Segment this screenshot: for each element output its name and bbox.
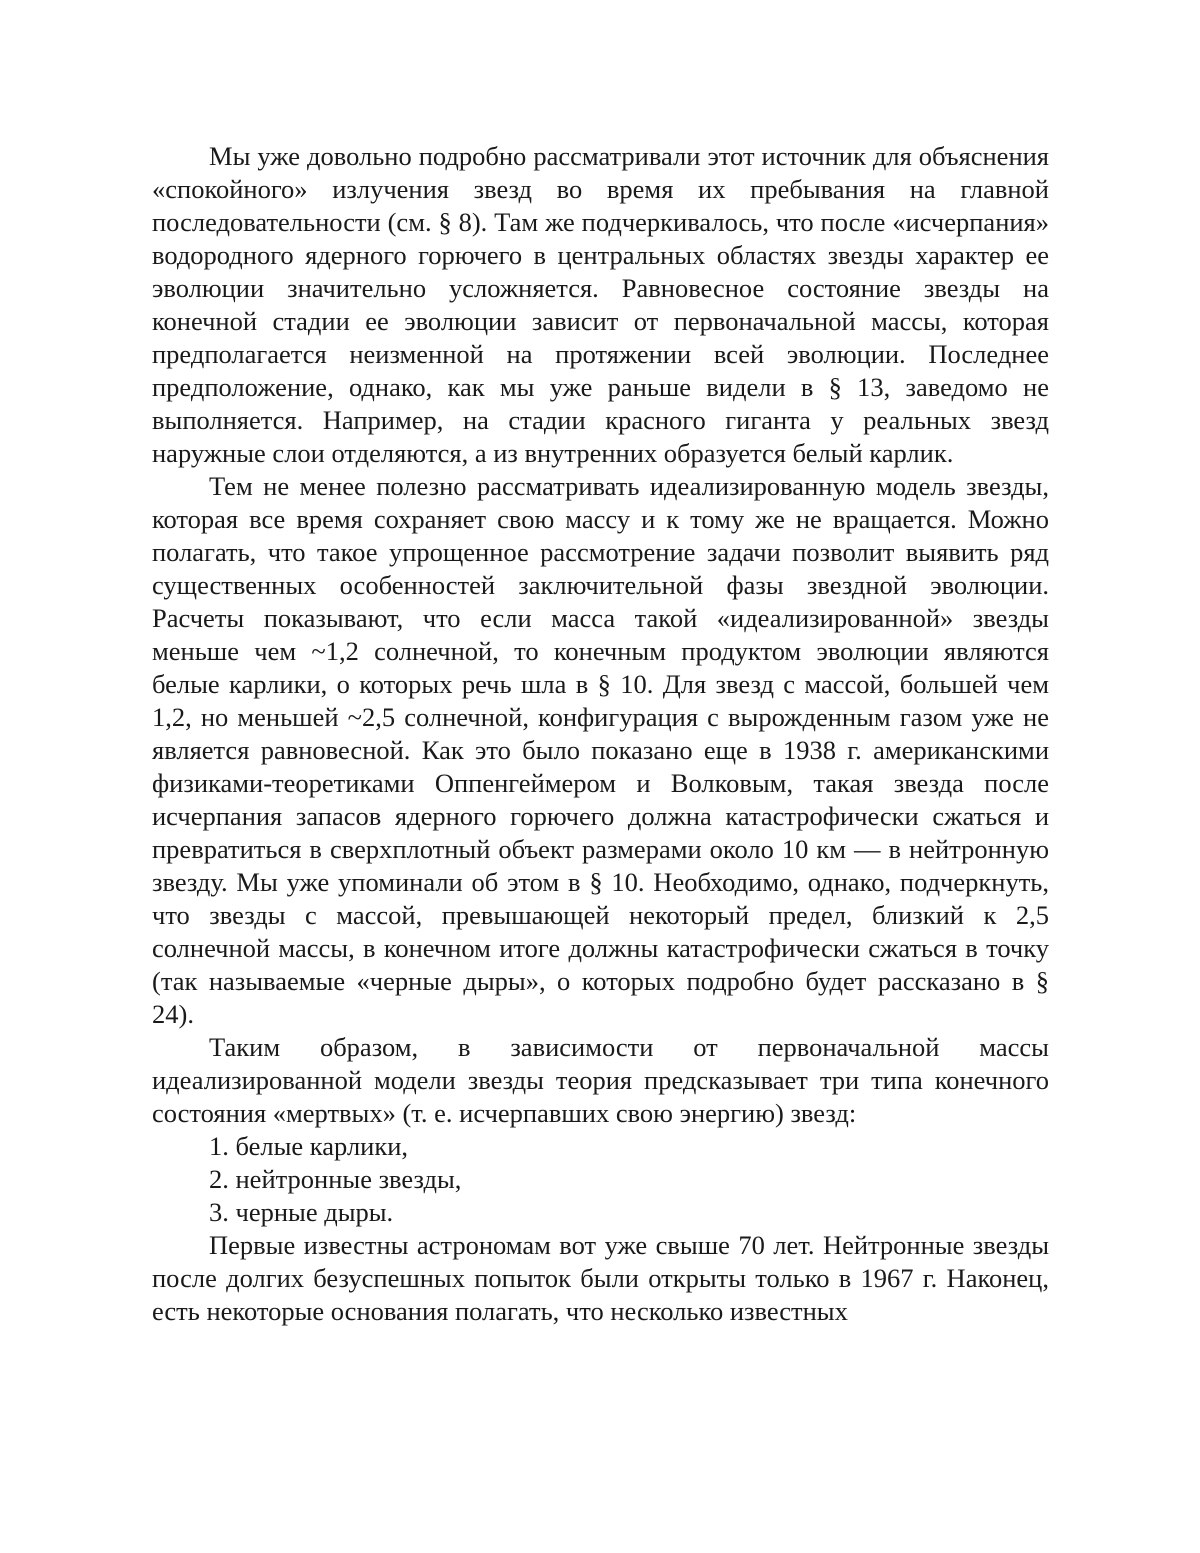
- document-page: [152, 140, 1049, 1328]
- list-item: 2. нейтронные звезды,: [209, 1164, 462, 1194]
- paragraph-3: Таким образом, в зависимости от первоначальной массы идеализированной модели звезды теория предсказывает три типа конечного состояния «мертвых» (т. е. исчерпавших свою энергию) звезд:: [152, 1032, 1049, 1128]
- list-item: 3. черные дыры.: [209, 1197, 394, 1227]
- paragraph-4: Первые известны астрономам вот уже свыше 70 лет. Нейтронные звезды после долгих безуспешных попыток были открыты только в 1967 г. Наконец, есть некоторые основания полагать, что несколько известных: [152, 1230, 1049, 1326]
- paragraph-2: Тем не менее полезно рассматривать идеализированную модель звезды, которая все время сохраняет свою массу и к тому же не вращается. Можно полагать, что такое упрощенное рассмотрение задачи позволит выявить ряд существенных особенностей заключительной фазы звездной эволюции. Расчеты показывают, что если масса такой «идеализированной» звезды меньше чем ~1,2 солнечной, то конечным продуктом эволюции являются белые карлики, о которых речь шла в § 10. Для звезд с массой, большей чем 1,2, но меньшей ~2,5 солнечной, конфигурация с вырожденным газом уже не является равновесной. Как это было показано еще в 1938 г. американскими физиками-теоретиками Оппенгеймером и Волковым, такая звезда после исчерпания запасов ядерного горючего должна катастрофически сжаться и превратиться в сверхплотный объект размерами около 10 км — в нейтронную звезду. Мы уже упоминали об этом в § 10. Необходимо, однако, подчеркнуть, что звезды с массой, превышающей некоторый предел, близкий к 2,5 солнечной массы, в конечном итоге должны катастрофически сжаться в точку (так называемые «черные дыры», о которых подробно будет рассказано в § 24).: [152, 471, 1049, 1029]
- paragraph-1: Мы уже довольно подробно рассматривали этот источник для объяснения «спокойного» излучения звезд во время их пребывания на главной последовательности (см. § 8). Там же подчеркивалось, что после «исчерпания» водородного ядерного горючего в центральных областях звезды характер ее эволюции значительно усложняется. Равновесное состояние звезды на конечной стадии ее эволюции зависит от первоначальной массы, которая предполагается неизменной на протяжении всей эволюции. Последнее предположение, однако, как мы уже раньше видели в § 13, заведомо не выполняется. Например, на стадии красного гиганта у реальных звезд наружные слои отделяются, а из внутренних образуется белый карлик.: [152, 141, 1049, 468]
- star-types-list: [152, 1130, 1049, 1229]
- list-item: 1. белые карлики,: [209, 1131, 409, 1161]
